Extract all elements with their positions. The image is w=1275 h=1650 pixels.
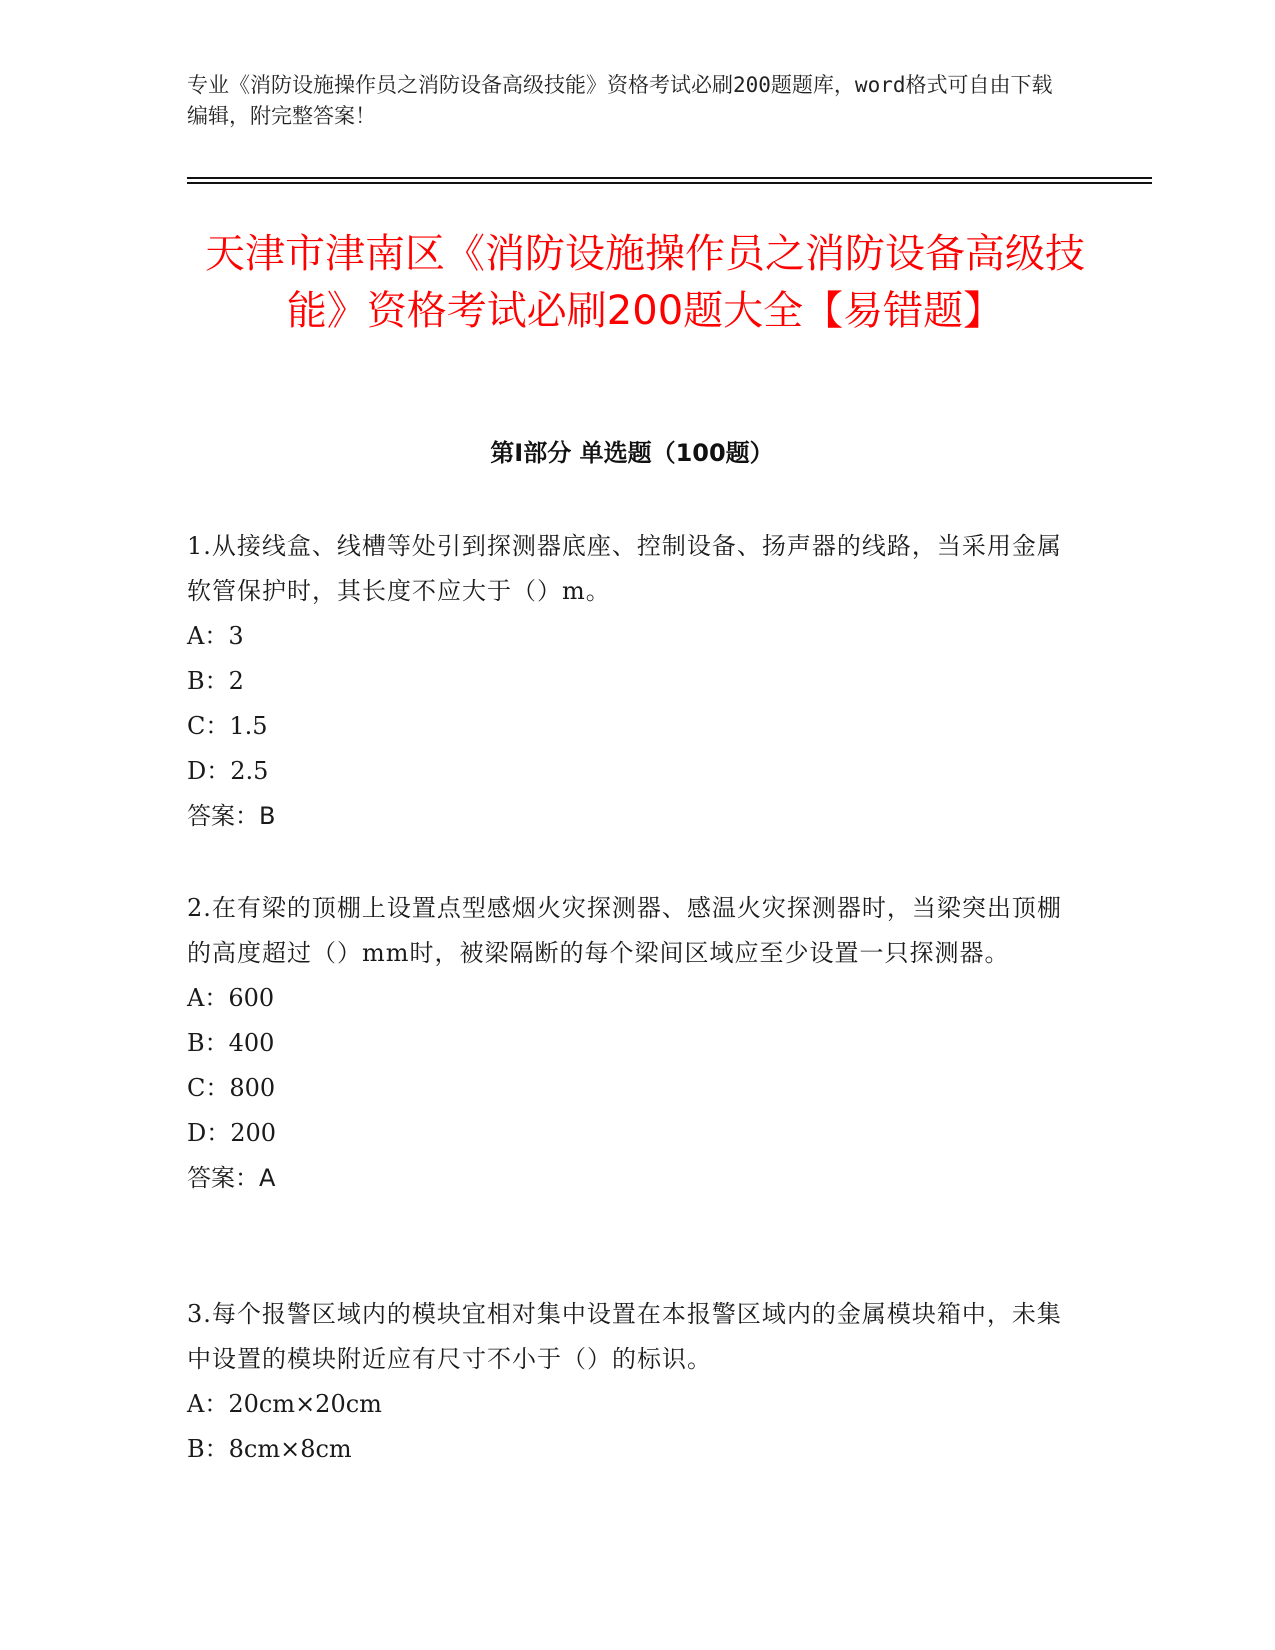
option-c: C：1.5 xyxy=(187,712,268,740)
question-stem: 2.在有梁的顶棚上设置点型感烟火灾探测器、感温火灾探测器时，当梁突出顶棚的高度超过（）mm时，被梁隔断的每个梁间区域应至少设置一只探测器。 xyxy=(187,894,1062,967)
question-item xyxy=(187,1292,1067,1472)
header-note: 专业《消防设施操作员之消防设备高级技能》资格考试必刷200题题库，word格式可自由下载编辑，附完整答案！ xyxy=(187,73,1053,128)
document-title: 天津市津南区《消防设施操作员之消防设备高级技能》资格考试必刷200题大全【易错题】 xyxy=(205,231,1085,334)
option-b: B：2 xyxy=(187,667,244,695)
answer-line: 答案：B xyxy=(187,802,276,830)
option-a: A：20cm×20cm xyxy=(187,1390,382,1418)
question-stem: 1.从接线盒、线槽等处引到探测器底座、控制设备、扬声器的线路，当采用金属软管保护时，其长度不应大于（）m。 xyxy=(187,532,1062,605)
section-title: 第I部分 单选题（100题） xyxy=(490,439,774,467)
header-divider-bottom xyxy=(187,182,1152,184)
option-a: A：3 xyxy=(187,622,244,650)
option-a: A：600 xyxy=(187,984,275,1012)
option-b: B：400 xyxy=(187,1029,275,1057)
header-divider-top xyxy=(187,177,1152,179)
question-stem: 3.每个报警区域内的模块宜相对集中设置在本报警区域内的金属模块箱中，未集中设置的模块附近应有尺寸不小于（）的标识。 xyxy=(187,1300,1062,1373)
option-b: B：8cm×8cm xyxy=(187,1435,352,1463)
question-item xyxy=(187,886,1067,1201)
question-item xyxy=(187,524,1067,839)
option-d: D：200 xyxy=(187,1119,277,1147)
option-d: D：2.5 xyxy=(187,757,269,785)
answer-line: 答案：A xyxy=(187,1164,276,1192)
option-c: C：800 xyxy=(187,1074,276,1102)
